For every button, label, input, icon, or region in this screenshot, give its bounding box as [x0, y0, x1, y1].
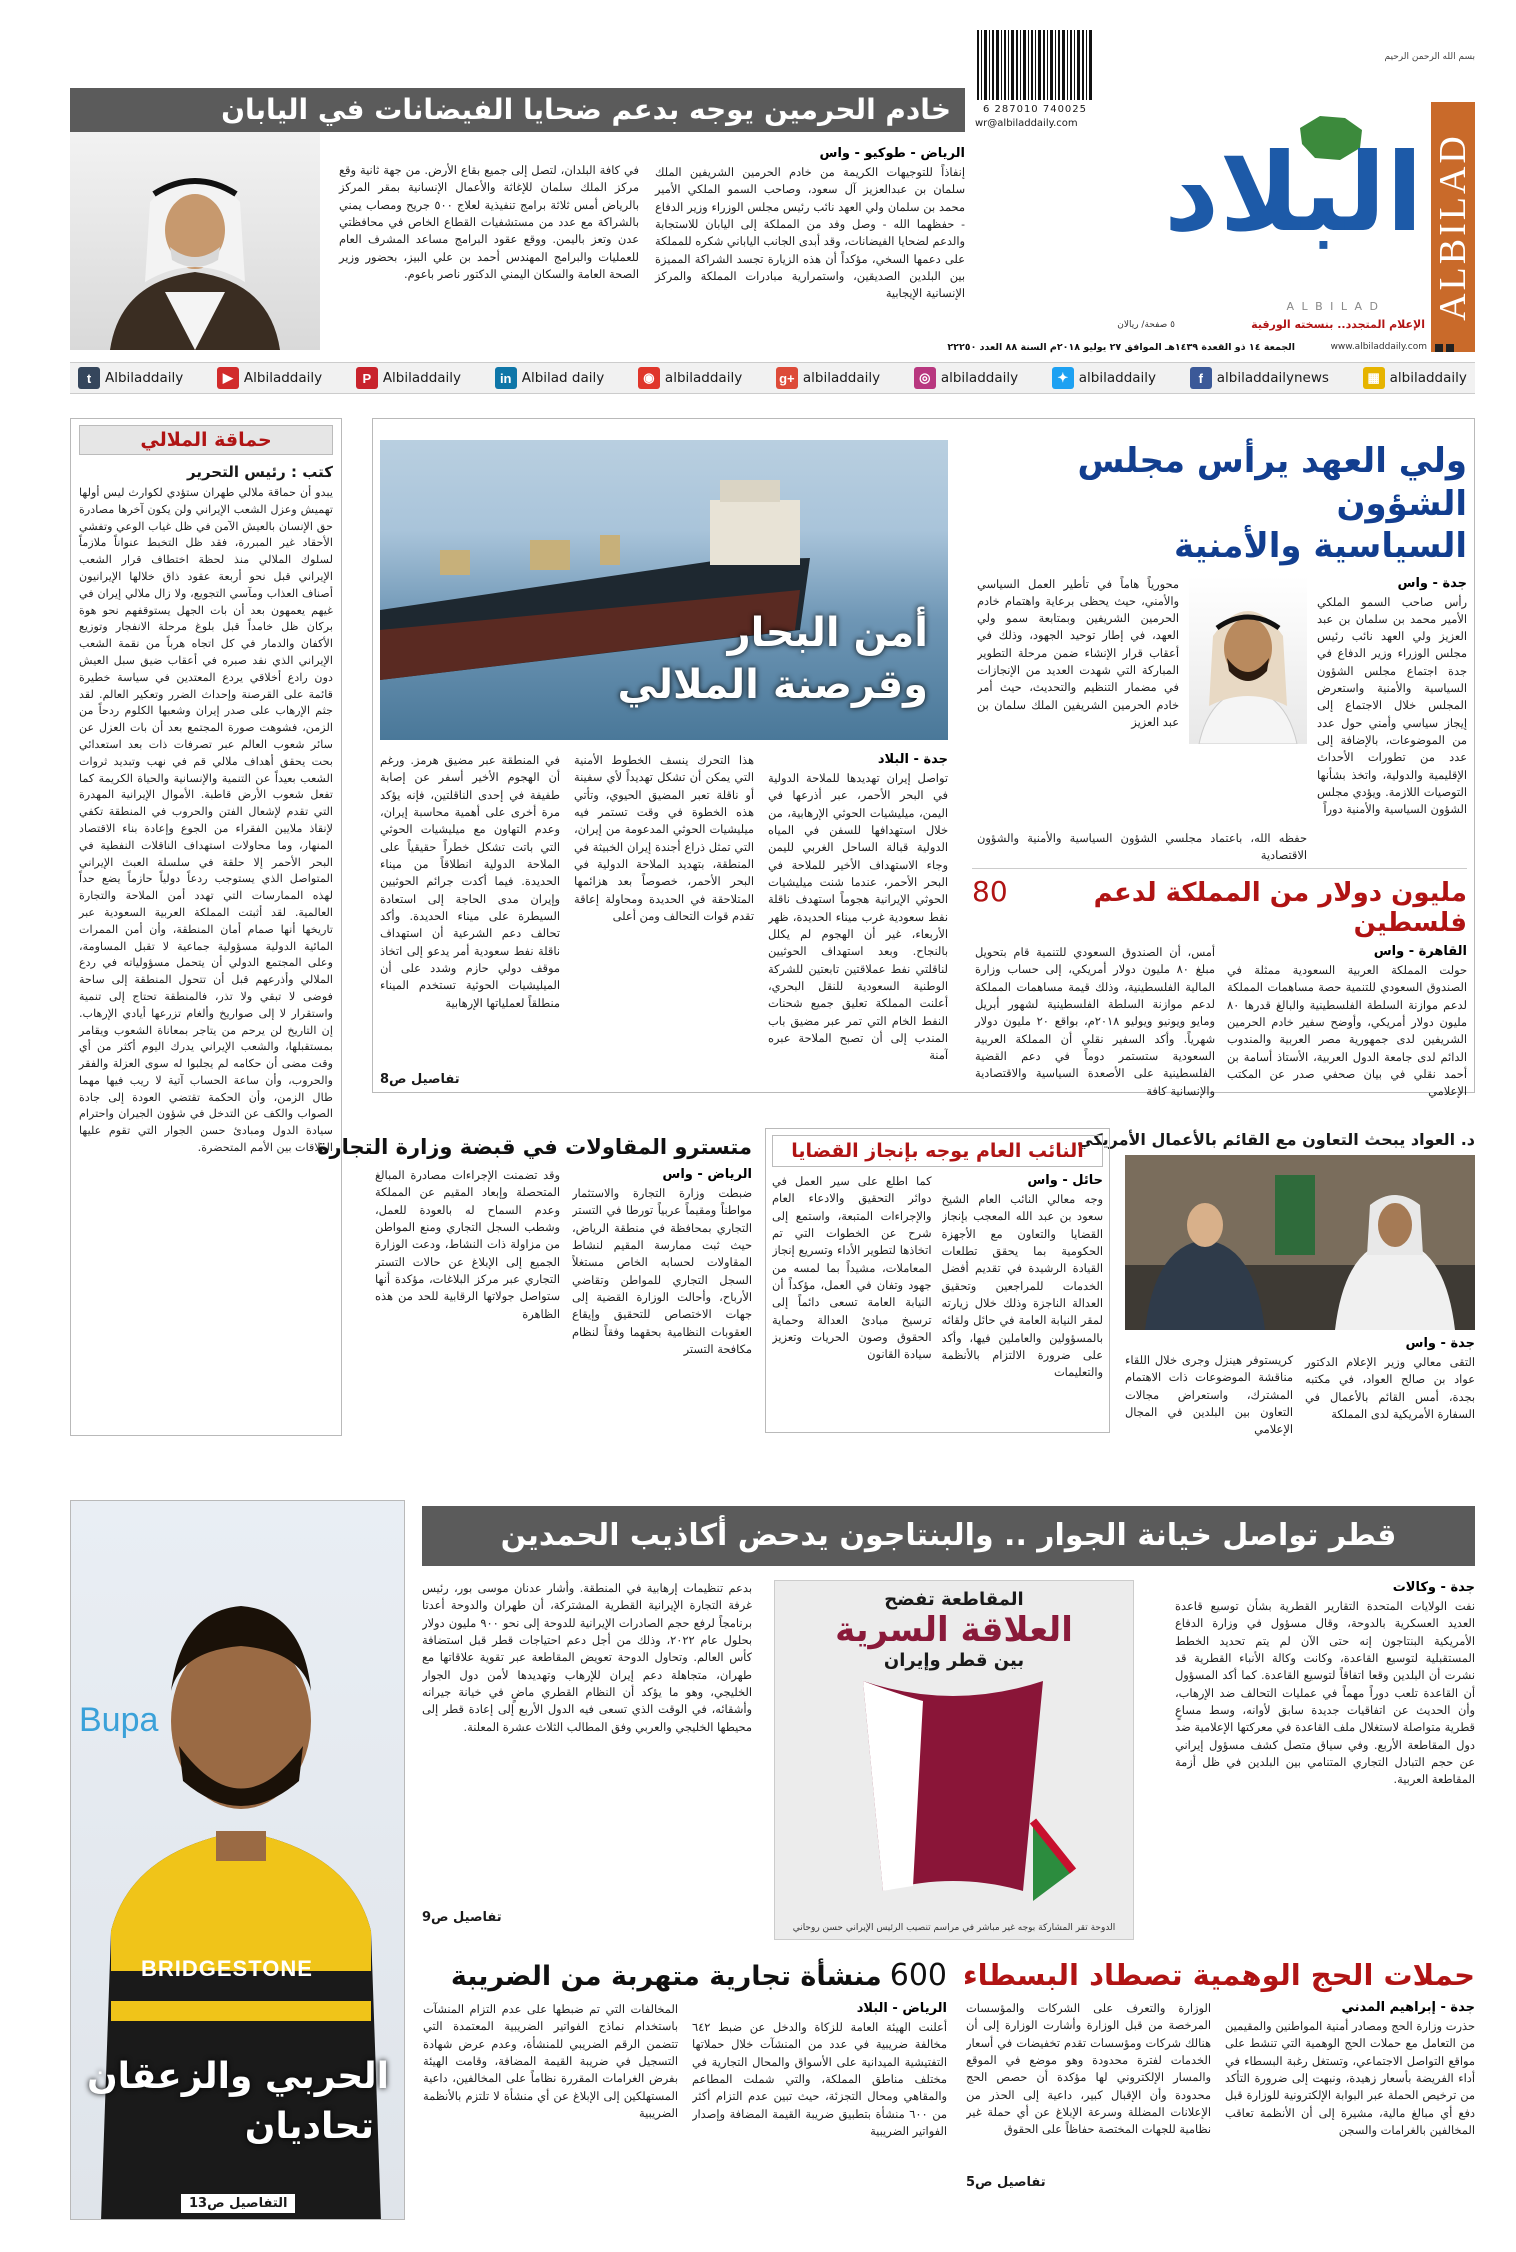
top-story-headline: خادم الحرمين يوجه بدعم ضحايا الفيضانات في اليابان: [70, 88, 965, 132]
logo: البلاد: [1163, 131, 1423, 256]
tax-col1: أعلنت الهيئة العامة للزكاة والدخل عن ضبط ٦٤٢ مخالفة ضريبية في عدد من المنشآت خلال حملاتها التفتيشية الميدانية على الأسواق والمحال التجارية في مختلف مناطق المملكة، والتي شملت المطاعم والمقاهي ومحال التجزئة، حيث تبين عدم التزام أكثر من ٦٠٠ منشأة بتطبيق ضريبة القيمة المضافة وإصدار الفواتير الضريبية: [692, 2020, 947, 2138]
date-line: الجمعة ١٤ ذو القعدة ١٤٣٩هـ الموافق ٢٧ يوليو ٢٠١٨م السنة ٨٨ العدد ٢٢٢٥٠: [947, 342, 1295, 353]
palestine-headline-number: 80: [972, 875, 1008, 908]
social-item[interactable]: [356, 367, 461, 389]
social-bar: [70, 362, 1475, 394]
social-handle: albiladdailynews: [1216, 370, 1329, 386]
youtube-icon: ▶: [217, 367, 239, 389]
awwad-byline: جدة - واس: [1405, 1336, 1475, 1351]
crown-prince-headline-1: ولي العهد يرأس مجلس الشؤون: [1077, 441, 1467, 524]
social-item[interactable]: [1363, 367, 1467, 389]
piracy-col2: هذا التحرك ينسف الخطوط الأمنية التي يمكن أن تشكل تهديداً لأي سفينة أو ناقلة تعبر المضيق الحيوي، وتأتي هذه الخطوة في وقت تستمر فيه ميليشيات الحوثي المدعومة من إيران، التي تمثل ذراع أجندة إيران الخبيثة في المنطقة، بتهديد الملاحة الدولية في البحر الأحمر، خصوصاً بعد هزائمها المتلاحقة في الحديدة ومحاولة إعاقة تقدم قوات التحالف ومن أعلى: [574, 753, 754, 923]
qatar-col2: بدعم تنظيمات إرهابية في المنطقة. وأشار عدنان موسى بور، رئيس غرفة التجارة الإيرانية القطرية المشتركة، أن طهران والدوحة أعدتا برنامجاً لرفع حجم الصادرات الإيرانية للدوحة إلى نحو ٩٠٠ مليون دولار بحلول عام ٢٠٢٢، وذلك من أجل دعم احتياجات قطر قبل استضافة كأس العالم. وتحاول الدوحة تعويض المقاطعة عبر تقوية علاقاتها مع طهران، متجاهلة دعم إيران للإرهاب وتهديدها لأمن دول الجوار الخليجي، وهو ما يؤكد أن النظام القطري ماضٍ في خيانة جيرانه وأشقائه، في الوقت الذي تسعى فيه الدول الأربع إلى إعادة قطر إلى محيطها الخليجي والعربي وفق المطالب الثلاث عشرة المعلنة.: [422, 1581, 752, 1734]
piracy-image-title-1: أمن البحار: [727, 610, 928, 656]
squares-icon: [1435, 344, 1475, 352]
logo-latin-small: A L B I L A D: [1286, 300, 1380, 313]
editorial-text: يبدو أن حماقة ملالي طهران ستؤدي لكوارث ليس أولها تهميش وعزل الشعب الإيراني ولن يكون آخرها مصادرة حق الإنسان بالعيش الآمن في ظل غياب الوعي وتفشي الأحقاد غير المبررة، فقد ظل التخبط عنواناً ملازماً لسلوك الملالي منذ لحظة اختطاف قرار الشعب الإيراني قبل نحو أربعة عقود ذاق خلالها الإيرانيون أصناف العذاب ومآسي التجويع، ولا زال ملالي إيران في غيهم يعمهون بعد أن بات الجهل يستوقفهم نحو هوة بركان ظل خامداً قبل بلوغ مرحلة الانفجار وتوزيع الأكفان والدمار في كل اتجاه هرباً من نقمة الشعب الإيراني الذي نفد صبره في أعقاب ضيق سبل العيش دون رادع أخلاقي يردع المعتدين في سياسة خطيرة قائمة على القرصنة وإحداث الضرر وتعكير العالم. لقد جثم الإرهاب على صدر إيران وشعبها الكلوم ردحاً من الزمن، فشوهت صورة المجتمع بعد أن بات العزل عن سائر شعوب العالم عبر تصرفات ذات بعد استعدائي بحت يحقق أهداف ملالي قم في نهب وتبديد ثروات الشعب بعيداً عن التنمية والإنسانية والحياة الكريمة كما تفعل شعوب الأرض قاطبة. الأموال الإيرانية المهدرة التي تقدم لإشعال الفتن والحروب في المنطقة تكفي لإنقاذ ملايين الفقراء من الجوع وإعادة بناء الاقتصاد المنهار، وما محاولات استهداف الناقلات النفطية في البحر الأحمر إلا حلقة في سلسلة العبث الإيراني المتواصل الذي يستوجب ردعاً دولياً حازماً يضع حداً لهذه الممارسات التي تهدد أمن الملاحة والتجارة العالمية. لقد أثبتت المملكة العربية السعودية عبر تاريخها أنها صمام أمان المنطقة، وأن أمن الممرات المائية الدولية مسؤولية جماعية لا تقبل المساومة، وعلى المجتمع الدولي أن يتحمل مسؤولياته في ردع الملالي وأذرعهم قبل أن تتحول المنطقة إلى ساحة فوضى لا تبقي ولا تذر، فالمنطقة تحتاج إلى تنمية واستقرار لا إلى صواريخ وألغام تزرعها أيادي الإرهاب. إن التاريخ لن يرحم من يتاجر بمعاناة الشعوب ويقامر بمستقبلها، والشعب الإيراني يدرك اليوم أكثر من أي وقت مضى أن حكامه لم يجلبوا له سوى العزلة والفقر والحروب، وأن ساعة الحساب آتية لا ريب فيها مهما طال الزمن، وأن الحكمة تقتضي العودة إلى جادة الصواب والكف عن التدخل في شؤون الجيران واحترام سيادة الدول ومبادئ حسن الجوار التي تقوم عليها العلاقات بين الأمم المتحضرة.: [79, 486, 333, 1155]
tax-headline-number: 600: [889, 1958, 947, 1993]
palestine-col1: حولت المملكة العربية السعودية ممثلة في الصندوق السعودي للتنمية حصة مساهمات المملكة لدعم موازنة السلطة الفلسطينية والبالغ قدرها ٨٠ مليون دولار أمريكي، وأوضح سفير خادم الحرمين الشريفين لدى جمهورية مصر العربية والمندوب الدائم لدى جامعة الدول العربية، الأستاذ أسامة بن أحمد نقلي في بيان صحفي صدر عن المكتب الإعلامي: [1227, 963, 1467, 1099]
hajj-headline: حملات الحج الوهمية تصطاد البسطاء: [962, 1958, 1475, 1992]
social-item[interactable]: [217, 367, 322, 389]
top-story-byline: الرياض - طوكيو - واس: [819, 146, 965, 161]
piracy-more[interactable]: تفاصيل ص8: [380, 1072, 460, 1087]
awwad-col1: التقى معالي وزير الإعلام الدكتور عواد بن صالح العواد، في مكتبه بجدة، أمس القائم بالأعمال في السفارة الأمريكية لدى المملكة: [1305, 1355, 1475, 1421]
tumblr-icon: t: [78, 367, 100, 389]
crown-prince-col2: محورياً هاماً في تأطير العمل السياسي والأمني، حيث يحظى برعاية واهتمام خادم الحرمين الشريفين وبمتابعة سمو ولي العهد، في إطار توحيد الجهود، وذلك في أعقاب قرار الإنشاء ضمن مرحلة التطوير المباركة التي شهدت العديد من الإنجازات في مضمار التنظيم والتحديث، حيث أمر خادم الحرمين الشريفين الملك سلمان بن عبد العزيز: [977, 576, 1179, 730]
sports-caption-1: الحربي والزعقان: [86, 2056, 389, 2097]
qatar-infographic-caption: الدوحة تقر المشاركة بوجه غير مباشر في مراسم تنصيب الرئيس الإيراني حسن روحاني: [792, 1923, 1116, 1933]
app-icon: ▦: [1363, 367, 1385, 389]
facebook-icon: f: [1190, 367, 1212, 389]
crown-prince-headline-2: السياسية والأمنية: [1174, 526, 1467, 566]
qatar-story: [422, 1580, 1475, 1945]
qatar-headline: قطر تواصل خيانة الجوار .. والبنتاجون يدحض أكاذيب الحمدين: [422, 1506, 1475, 1566]
twitter-icon: ✦: [1052, 367, 1074, 389]
qatar-infographic-title-2: العلاقة السرية: [835, 1610, 1073, 1650]
social-item[interactable]: [1052, 367, 1156, 389]
social-item[interactable]: [495, 367, 605, 389]
email[interactable]: wr@albiladdaily.com: [975, 118, 1078, 129]
pinterest-icon: P: [356, 367, 378, 389]
editorial-title: حماقة الملالي: [79, 425, 333, 455]
qatar-infographic-title-3: بين قطر وإيران: [883, 1650, 1025, 1671]
social-handle: albiladdaily: [940, 370, 1019, 386]
sports-more[interactable]: التفاصيل ص13: [181, 2194, 295, 2213]
qatar-infographic-title-1: المقاطعة تفضح: [884, 1589, 1024, 1610]
sports-caption-2: تحاديان: [244, 2106, 374, 2147]
tagline: الإعلام المتجدد.. بنسخته الورقية: [1251, 318, 1425, 331]
qatar-col1: نفت الولايات المتحدة التقارير القطرية بشأن توسيع قاعدة العديد العسكرية بالدوحة، وقال مسؤول في وزارة الدفاع الأمريكية البنتاجون إنه حتى الآن لم يتم تحديد الخطط المستقبلية لتوسيع القاعدة، وكانت وكالة الأنباء القطرية قد نشرت أن البلدين وقعا اتفاقاً لتوسيع القاعدة. كما أكد المسؤول أن القاعدة تلعب دوراً مهماً في عمليات التحالف ضد الإرهاب، وأن الحديث عن اتفاقيات جديدة سابق لأوانه، وسط مساعٍ قطرية متواصلة لاستغلال ملف القاعدة في معركتها الإعلامية ضد دول المقاطعة الأربع. وفي سياق متصل كشف مسؤول إيراني عن حجم التبادل التجاري المتنامي بين البلدين في ظل أزمة المقاطعة العربية.: [1175, 1599, 1475, 1787]
king-photo: [70, 132, 320, 350]
hajj-more[interactable]: تفاصيل ص5: [966, 2175, 1046, 2190]
instagram-icon: ◎: [914, 367, 936, 389]
crown-prince-col1: رأس صاحب السمو الملكي الأمير محمد بن سلمان بن عبد العزيز ولي العهد نائب رئيس مجلس الوزراء وزير الدفاع في جدة اجتماع مجلس الشؤون السياسية والأمنية واستعرض المجلس خلال الاجتماع إلى إيجاز سياسي وأمني حول عدد من الموضوعات، بالإضافة إلى عدد من تطورات الأحداث الإقليمية والدولية، واتخذ بشأنها التوصيات اللازمة. ويؤدي مجلس الشؤون السياسية والأمنية دوراً: [1317, 594, 1467, 817]
barcode-digits: 6 287010 740025: [982, 104, 1088, 115]
linkedin-icon: in: [495, 367, 517, 389]
website: www.albiladdaily.com: [1330, 342, 1427, 352]
piracy-photo: [380, 440, 948, 740]
social-item[interactable]: [776, 367, 880, 389]
editorial: [70, 418, 342, 1436]
contractors-col2: وقد تضمنت الإجراءات مصادرة المبالغ المتحصلة وإبعاد المقيم عن المملكة وعدم السماح له بالعودة للعمل، وشطب السجل التجاري ومنع المواطن من مزاولة ذات النشاط، ودعت الوزارة الجميع إلى الإبلاغ عن حالات التستر التجاري عبر مركز البلاغات، مؤكدة أنها ستواصل جولاتها الرقابية للحد من هذه الظاهرة: [375, 1168, 560, 1321]
social-handle: albiladdaily: [802, 370, 881, 386]
piracy-col3: في المنطقة عبر مضيق هرمز. ورغم أن الهجوم الأخير أسفر عن إصابة طفيفة في إحدى الناقلتين، فإنه يؤكد مرة أخرى على أهمية محاسبة إيران، وعدم التهاون مع ميليشيات الحوثي التي باتت تشكل خطراً حقيقياً على الملاحة الدولية انطلاقاً من ميناء الحديدة. فيما أكدت جرائم الحوثيين وإيران مدى الحاجة إلى استعادة السيطرة على ميناء الحديدة. وأكد تحالف دعم الشرعية أن استهداف ناقلة نفط سعودية أمر يدعو إلى اتخاذ موقف دولي حازم وشدد على أن الميليشيات الحوثية تستخدم الميناء منطلقاً لعملياتها الإرهابية: [380, 753, 560, 1010]
piracy-byline: جدة - البلاد: [877, 752, 948, 767]
piracy-col1: تواصل إيران تهديدها للملاحة الدولية في البحر الأحمر، عبر أذرعها في اليمن، ميليشيات الحوثي الإرهابية، من خلال استهدافها للسفن في المياه الدولية قبالة الساحل الغربي لليمن وجاء الاستهداف الأخير للملاحة في البحر الأحمر، عندما شنت ميليشيات الحوثي الإيرانية هجوماً استهدف ناقلة نفط سعودية غرب ميناء الحديدة، ظهر الأربعاء، غير أن الهجوم لم يكلل بالنجاح. وبعد استهداف الحوثيين لناقلتي نفط عملاقتين تابعتين للشركة الوطنية السعودية للنقل البحري، أعلنت المملكة تعليق جميع شحنات النفط الخام التي تمر عبر مضيق باب المندب إلى أن تصبح الملاحة عبره آمنة: [768, 771, 948, 1063]
prosecutor-col1: وجه معالي النائب العام الشيخ سعود بن عبد الله المعجب بإنجاز القضايا والتعاون مع الأجهزة الحكومية بما يحقق تطلعات القيادة الرشيدة في تقديم أفضل الخدمات للمراجعين وتحقيق العدالة الناجزة وذلك خلال زيارته لمقر النيابة العامة في حائل ولقائه بالمسؤولين والعاملين فيها، وأكد على ضرورة الالتزام بالأنظمة والتعليمات: [941, 1192, 1103, 1380]
awwad-story: [1077, 1130, 1475, 1437]
top-story-body: [330, 146, 965, 346]
piracy-story: [380, 752, 948, 1087]
social-item[interactable]: [78, 367, 183, 389]
social-handle: albiladdaily: [664, 370, 743, 386]
top-story: [70, 88, 965, 350]
basmala: بسم الله الرحمن الرحيم: [1384, 52, 1475, 62]
googleplus-icon: g+: [776, 367, 798, 389]
social-handle: albiladdaily: [1389, 370, 1467, 386]
qatar-infographic: [774, 1580, 1134, 1940]
prosecutor-story: [765, 1128, 1110, 1433]
awwad-photo: [1125, 1155, 1475, 1330]
social-handle: Albiladdaily: [243, 370, 323, 386]
palestine-byline: القاهرة - واس: [1373, 944, 1467, 959]
contractors-col1: ضبطت وزارة التجارة والاستثمار مواطناً ومقيماً عربياً تورطا في التستر التجاري بمحافظة في منطقة الرياض، حيث ثبت ممارسة المقيم لنشاط المقاولات لحسابه الخاص مستغلاً السجل التجاري للمواطن وتقاضي الأرباح، وأحالت الوزارة القضية إلى جهات الاختصاص للتحقيق وإيقاع العقوبات النظامية بحقهما وفقاً لنظام مكافحة التستر: [572, 1186, 752, 1356]
social-handle: Albiladdaily: [382, 370, 462, 386]
contractors-headline: متسترو المقاولات في قبضة وزارة التجارة: [317, 1135, 752, 1159]
tax-headline-text: منشأة تجارية متهربة من الضريبة: [450, 1961, 882, 1992]
prosecutor-col2: كما اطلع على سير العمل في دوائر التحقيق والادعاء العام والإجراءات المتبعة، واستمع إلى شرح عن الخطوات التي تم اتخاذها لتطوير الأداء وتسريع إنجاز المعاملات، مشيداً بما لمسه من جهود وتفان في العمل، مؤكداً أن النيابة العامة تسعى دائماً إلى ترسيخ مبادئ العدالة وحماية الحقوق وصون الحريات وتعزيز سيادة القانون: [772, 1174, 932, 1362]
hajj-byline: جدة - إبراهيم المدني: [1341, 2000, 1475, 2015]
prosecutor-headline: النائب العام يوجه بإنجاز القضايا: [772, 1135, 1103, 1167]
social-item[interactable]: [638, 367, 742, 389]
qatar-byline: جدة - وكالات: [1392, 1580, 1475, 1595]
palestine-headline-text: مليون دولار من المملكة لدعم فلسطين: [1093, 878, 1467, 938]
sports-photo: [70, 1500, 405, 2220]
hajj-story: [962, 1958, 1475, 2228]
palestine-col2: أمس، أن الصندوق السعودي للتنمية قام بتحويل مبلغ ٨٠ مليون دولار أمريكي، إلى حساب وزارة المالية الفلسطينية، وذلك قيمة مساهمات المملكة لدعم موازنة السلطة الفلسطينية لشهور أبريل ومايو ويونيو ويوليو ٢٠١٨م، بواقع ٢٠ مليون دولار شهرياً. وأكد السفير نقلي أن المملكة العربية السعودية ستستمر دوماً في دعم القضية الفلسطينية على الأصعدة السياسية والاقتصادية والإنسانية كافة: [975, 945, 1216, 1098]
social-handle: Albilad daily: [521, 370, 605, 386]
qatar-more[interactable]: تفاصيل ص9: [422, 1910, 502, 1925]
hajj-col1: حذرت وزارة الحج ومصادر أمنية المواطنين والمقيمين من التعامل مع حملات الحج الوهمية التي تنشط على مواقع التواصل الاجتماعي، وتستغل رغبة البسطاء في أداء الفريضة بأسعار زهيدة، ونبهت إلى ضرورة التأكد من ترخيص الحملة عبر البوابة الإلكترونية للوزارة قبل دفع أي مبالغ مالية، مشيرة إلى أن الأنظمة تعاقب المخالفين بالغرامات والسجن: [1225, 2019, 1475, 2137]
albilad-latin-vertical: ALBILAD: [1431, 102, 1475, 352]
piracy-image-title-2: وقرصنة الملالي: [617, 662, 928, 708]
social-handle: Albiladdaily: [105, 370, 184, 386]
contractors-story: [317, 1135, 752, 1435]
price: ٥ صفحة/ ريالان: [1117, 320, 1175, 330]
awwad-headline: د. العواد يبحث التعاون مع القائم بالأعمال الأمريكي: [1077, 1130, 1475, 1149]
prosecutor-byline: حائل - واس: [1027, 1173, 1103, 1188]
barcode: [975, 30, 1095, 129]
palestine-story: [972, 868, 1467, 1099]
tax-col2: المخالفات التي تم ضبطها على عدم التزام المنشآت باستخدام نماذج الفواتير الضريبية المعتمدة التي تتضمن الرقم الضريبي للمنشأة، وعدم عرض شهادة التسجيل في ضريبة القيمة المضافة، وقامت الهيئة بفرض الغرامات المقررة نظاماً على المخالفين، داعية المستهلكين إلى الإبلاغ عن أي منشأة لا تلتزم بالأنظمة الضريبية: [423, 2002, 678, 2120]
rss-icon: ◉: [638, 367, 660, 389]
crown-prince-story: [972, 440, 1467, 862]
top-story-col1: إنفاذاً للتوجيهات الكريمة من خادم الحرمين الشريفين الملك سلمان بن عبدالعزيز آل سعود، وصاحب السمو الملكي الأمير محمد بن سلمان ولي العهد نائب رئيس مجلس الوزراء وزير الدفاع - حفظهما الله - وصل وفد من المملكة إلى اليابان للاستجابة والدعم لضحايا الفيضانات، وقد أبدى الجانب الياباني شكره للمملكة على دعمها السخي، مؤكداً أن هذه الزيارة تجسد الشراكة المميزة بين البلدين الصديقين، واستمرارية مبادرات المملكة والمركز الإنسانية الإيجابية: [655, 165, 965, 301]
tax-byline: الرياض - البلاد: [856, 2001, 947, 2016]
tax-story: [422, 1958, 947, 2228]
editorial-author: كتب : رئيس التحرير: [187, 463, 333, 481]
crown-prince-col3: حفظه الله، باعتماد مجلسي الشؤون السياسية والأمنية والشؤون الاقتصادية: [977, 830, 1307, 862]
top-story-col2: في كافة البلدان، لتصل إلى جميع بقاع الأرض. من جهة ثانية وقع مركز الملك سلمان للإغاثة والأعمال الإنسانية بمقر المركز بالرياض أمس ثلاثة برامج تنفيذية لعلاج ٥٠٠ جريح ومصاب يمني بالشراكة مع عدد من مستشفيات القطاع الخاص في محافظتي عدن وتعز باليمن. ووقع عقود البرامج مساعد المشرف العام للعمليات والبرامج المهندس أحمد بن علي البيز، بحضور وزير الصحة العامة والسكان اليمني الدكتور ناصر باعوم.: [339, 163, 639, 281]
social-item[interactable]: [914, 367, 1018, 389]
contractors-byline: الرياض - واس: [662, 1167, 752, 1182]
awwad-col2: كريستوفر هينزل وجرى خلال اللقاء مناقشة الموضوعات ذات الاهتمام المشترك، واستعراض مجالات التعاون بين البلدين في المجال الإعلامي: [1125, 1353, 1293, 1437]
social-handle: albiladdaily: [1078, 370, 1157, 386]
sports-banner: Bupa: [79, 1701, 159, 1739]
social-item[interactable]: [1190, 367, 1329, 389]
crown-prince-photo: [1189, 576, 1307, 744]
crown-prince-byline: جدة - واس: [1397, 575, 1467, 591]
sports-sponsor: BRIDGESTONE: [141, 1956, 313, 1981]
hajj-col2: الوزارة والتعرف على الشركات والمؤسسات المرخصة من قبل الوزارة وأشارت الوزارة إلى أن هنالك شركات ومؤسسات تقدم تخفيضات في أسعار الخدمات لفترة محدودة وهو موضع في الموقع والمسار الإلكتروني لها مؤكدة أن حصص الحج محدودة وأن الإقبال كبير، داعية إلى الحذر من الإعلانات المضللة وسرعة الإبلاغ عن أي حملة غير نظامية للجهات المختصة حفاظاً على الحقوق: [966, 2001, 1211, 2137]
